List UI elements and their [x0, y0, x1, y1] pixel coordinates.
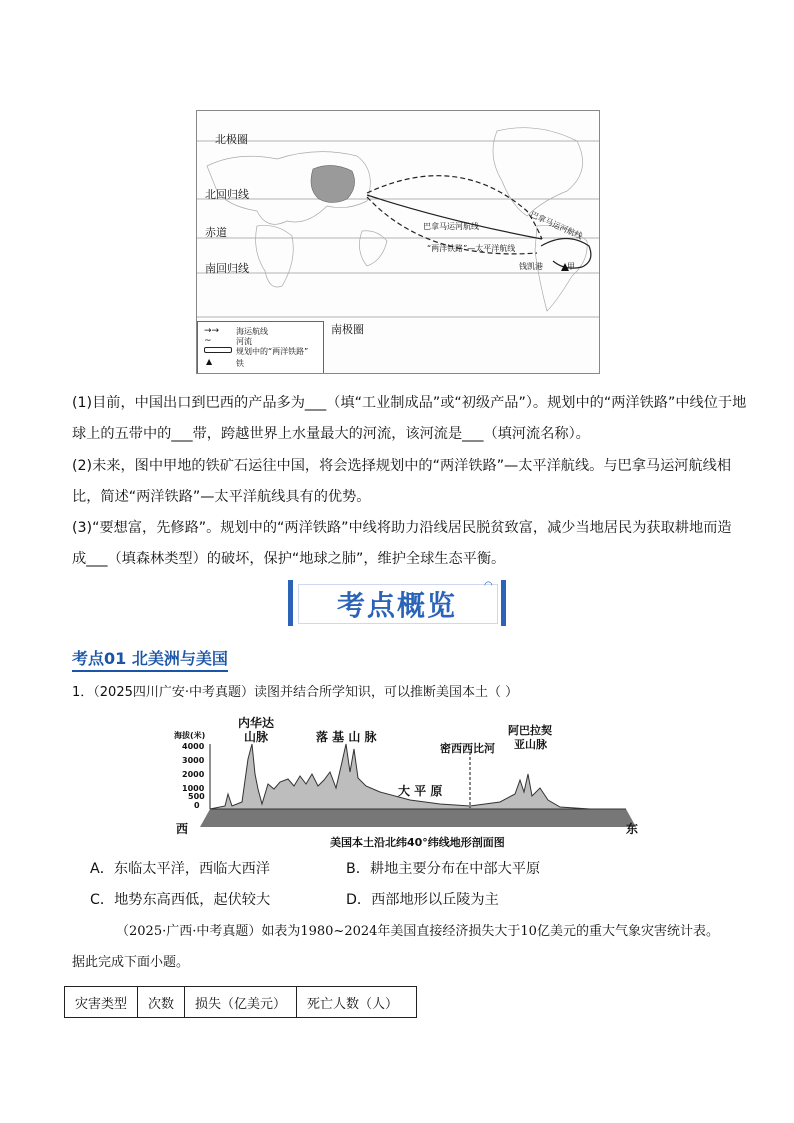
tick-3000: 3000 — [182, 756, 205, 765]
table-header-cell: 次数 — [138, 987, 185, 1018]
west-label: 西 — [176, 822, 189, 836]
river-legend: 河流 — [236, 337, 252, 346]
panama-route-label: 巴拿马运河航线 — [423, 222, 479, 231]
q3-line1: (3)“要想富，先修路”。规划中的“两洋铁路”中线将助力沿线居民脱贫致富，减少当地居民为获取耕地而造 — [72, 520, 732, 536]
east-label: 东 — [626, 822, 639, 836]
banner-title: 考点概览 — [336, 589, 457, 622]
australia-outline — [359, 231, 387, 266]
question2-intro-line1: （2025·广西·中考真题）如表为1980~2024年美国直接经济损失大于10亿美元的重大气象灾害统计表。 — [116, 924, 719, 939]
table-header-cell: 死亡人数（人） — [297, 987, 417, 1018]
tick-2000: 2000 — [182, 770, 205, 779]
iron-legend: 铁 — [236, 359, 244, 368]
section-heading: 考点01 北美洲与美国 — [72, 646, 228, 672]
port-label: 钱凯港 — [519, 262, 543, 271]
profile-y-unit: 海拔(米) — [174, 731, 206, 740]
q3-line2: 成___（填森林类型）的破坏，保护“地球之肺”，维护全球生态平衡。 — [72, 551, 506, 567]
map-legend — [197, 321, 324, 374]
option-b[interactable]: B．耕地主要分布在中部大平原 — [346, 861, 541, 877]
profile-base-slope — [200, 809, 636, 827]
iron-legend-icon: ▲ — [206, 357, 213, 366]
railway-line — [541, 239, 591, 269]
option-c[interactable]: C．地势东高西低，起伏较大 — [90, 892, 271, 908]
mississippi-label: 密西西比河 — [440, 742, 495, 755]
section-banner — [288, 580, 506, 626]
table-header-cell: 灾害类型 — [65, 987, 138, 1018]
sea-route-legend-icon: →→ — [204, 326, 220, 336]
sea-route-legend: 海运航线 — [236, 327, 268, 336]
china-shape — [311, 165, 355, 202]
terrain-profile — [170, 714, 639, 852]
rocky-label: 落 基 山 脉 — [316, 730, 377, 744]
tick-1000: 1000 — [182, 784, 205, 793]
profile-caption: 美国本土沿北纬40°纬线地形剖面图 — [330, 836, 505, 849]
route-map — [196, 110, 600, 374]
river-legend-icon: ~ — [204, 336, 212, 346]
appalachian-label-2: 亚山脉 — [514, 738, 547, 751]
q2-line1: (2)未来，图中甲地的铁矿石运往中国，将会选择规划中的“两洋铁路”—太平洋航线。与巴拿马运河航线相 — [72, 458, 732, 474]
jia-label: 甲 — [567, 262, 575, 271]
nevada-label-1: 内华达 — [238, 716, 275, 730]
tropic-capricorn-label: 南回归线 — [205, 262, 249, 275]
plains-label: 大 平 原 — [398, 784, 443, 798]
option-a[interactable]: A．东临太平洋，西临大西洋 — [90, 861, 270, 877]
equator-label: 赤道 — [205, 226, 227, 239]
tick-500: 500 — [188, 792, 205, 801]
option-d[interactable]: D．西部地形以丘陵为主 — [346, 892, 499, 908]
nevada-label-2: 山脉 — [244, 730, 269, 744]
tick-4000: 4000 — [182, 742, 205, 751]
tropic-cancer-label: 北回归线 — [205, 188, 249, 201]
q1-line2: 球上的五带中的___带，跨越世界上水量最大的河流，该河流是___（填河流名称）。 — [72, 426, 590, 442]
q1-line1: (1)目前，中国出口到巴西的产品多为___（填“工业制成品”或“初级产品”）。规划中的“两洋铁路”中线位于地 — [72, 395, 747, 411]
profile-terrain — [210, 744, 626, 809]
banner-decoration-icon: ◠ — [484, 580, 493, 591]
railway-route-label: “两洋铁路”—太平洋航线 — [427, 244, 516, 253]
question2-intro-line2: 据此完成下面小题。 — [72, 955, 190, 970]
railway-legend: 规划中的“两洋铁路” — [236, 347, 309, 356]
tick-0: 0 — [194, 801, 200, 810]
question1-stem: 1．（2025四川广安·中考真题）读图并结合所学知识，可以推断美国本土（ ） — [72, 685, 519, 700]
africa-outline — [256, 225, 294, 287]
railway-legend-icon — [204, 347, 232, 353]
q2-line2: 比，简述“两洋铁路”—太平洋航线具有的优势。 — [72, 489, 371, 505]
table-header-row — [65, 987, 417, 1018]
table-header-cell: 损失（亿美元） — [185, 987, 297, 1018]
appalachian-label-1: 阿巴拉契 — [508, 724, 552, 737]
antarctic-circle-label: 南极圈 — [331, 323, 364, 336]
disaster-table — [64, 986, 417, 1018]
arctic-circle-label: 北极圈 — [215, 133, 248, 146]
panama-canal-route-label: 巴拿马运河航线 — [528, 209, 584, 241]
